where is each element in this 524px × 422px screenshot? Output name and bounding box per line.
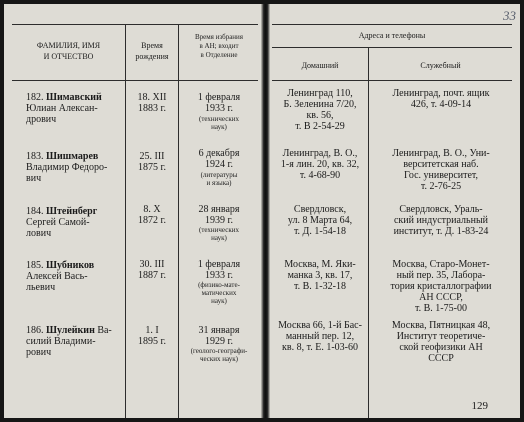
entry-elected: 31 января 1929 г. [198, 325, 240, 347]
page-number: 129 [471, 400, 488, 412]
entry-birth: 8. X 1872 г. [138, 204, 166, 226]
entry-number: 185. [26, 260, 44, 271]
header-home: Домашний [301, 61, 339, 70]
entry-number: 182. [26, 92, 44, 103]
entry-department: (физико-мате- матических наук) [198, 281, 240, 305]
entry-birth: 18. XII 1883 г. [137, 92, 167, 114]
header-contacts: Адреса и телефоны [358, 31, 426, 40]
entry-number: 186. [26, 325, 44, 336]
header-surname: ФАМИЛИЯ, ИМЯ И ОТЧЕСТВО [36, 41, 101, 61]
entry-given-names: Алексей Вась- льевич [26, 271, 88, 293]
entry-work-address: Свердловск, Ураль- ский индустриальный институт, т. Д. 1-83-24 [393, 204, 489, 237]
entry-surname: Штейнберг [46, 206, 98, 217]
entry-work-address: Ленинград, В. О., Уни- верситетская наб. Гос. университет, т. 2-76-25 [392, 148, 490, 192]
header-birth: Время рождения [135, 41, 169, 61]
entry-elected: 1 февраля 1933 г. [197, 259, 241, 281]
table-top-rule-left [12, 24, 258, 25]
entry-birth: 30. III 1887 г. [138, 259, 166, 281]
entry-department: (технических наук) [199, 226, 239, 242]
header-work: Служебный [420, 61, 461, 70]
book-gutter [261, 4, 270, 418]
entry-surname: Шишмарев [46, 151, 99, 162]
column-rule-3 [368, 48, 369, 418]
entry-name [26, 92, 126, 125]
entry-elected: 1 февраля 1933 г. [197, 92, 241, 114]
entry-name [26, 151, 126, 184]
entry-number: 183. [26, 151, 44, 162]
entry-department: (литературы и языка) [200, 171, 238, 187]
entry-given-names: Юлиан Алексан- дрович [26, 103, 98, 125]
header-bottom-rule-left [12, 80, 258, 81]
header-bottom-rule-right [272, 80, 512, 81]
contacts-subheader-rule [272, 47, 512, 48]
entry-surname: Шулейкин [46, 325, 95, 336]
entry-department: (технических наук) [199, 115, 239, 131]
entry-birth: 25. III 1875 г. [138, 151, 166, 173]
entry-surname: Шубников [46, 260, 95, 271]
entry-home-address: Москва 66, 1-й Бас- манный пер. 12, кв. 8, т. Е. 1-03-60 [278, 320, 362, 353]
entry-number: 184. [26, 206, 44, 217]
entry-name [26, 325, 126, 358]
entry-elected: 28 января 1939 г. [198, 204, 240, 226]
table-top-rule-right [272, 24, 512, 25]
entry-home-address: Ленинград 110, Б. Зеленина 7/20, кв. 56, т. В 2-54-29 [283, 88, 357, 132]
header-election: Время избрания в АН; входит в Отделение [194, 33, 244, 59]
entry-name [26, 206, 126, 239]
entry-birth: 1. I 1895 г. [138, 325, 166, 347]
entry-home-address: Москва, М. Яки- манка 3, кв. 17, т. В. 1-32-18 [284, 259, 356, 292]
entry-surname-continuation: Ва- [94, 325, 112, 336]
entry-surname: Шимавский [46, 92, 102, 103]
entry-department: (геолого-географи- ческих наук) [190, 347, 248, 363]
entry-name [26, 260, 126, 293]
entry-home-address: Ленинград, В. О., 1-я лин. 20, кв. 32, т. 4-68-90 [280, 148, 360, 181]
entry-given-names: Сергей Самой- лович [26, 217, 90, 239]
entry-home-address: Свердловск, ул. 8 Марта 64, т. Д. 1-54-18 [287, 204, 353, 237]
entry-elected: 6 декабря 1924 г. [198, 148, 240, 170]
entry-work-address: Москва, Пятницкая 48, Институт теоретиче- ской геофизики АН СССР [391, 320, 491, 364]
margin-mark: 33 [503, 8, 516, 23]
entry-work-address: Москва, Старо-Монет- ный пер. 35, Лабора- тория кристаллографии АН СССР, т. В. 1-75-00 [390, 259, 492, 314]
entry-given-names: Владимир Федоро- вич [26, 162, 108, 184]
entry-given-names: силий Владими- рович [26, 336, 96, 358]
book-spread [4, 4, 520, 418]
entry-work-address: Ленинград, почт. ящик 426, т. 4-09-14 [392, 88, 490, 110]
